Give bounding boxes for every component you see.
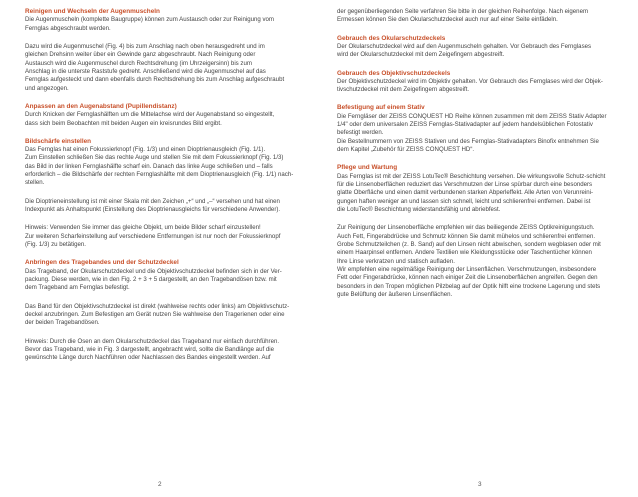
text-line: gewünschte Länge durch Nachführen oder Nachlassen des Bandes eingestellt werden. Auf <box>25 354 271 362</box>
text-line: Ermessen können Sie den Okularschutzdeckel auch nur auf einer Seite einfädeln. <box>337 16 558 24</box>
text-line: besonders in den Tropen möglichen Pilzbelag auf der Optik hilft eine trockene Lagerung und stets <box>337 282 601 290</box>
text-line: Anschlag in die unterste Raststufe gedreht. Anschließend wird die Augenmuschel auf das <box>25 67 266 75</box>
text-line: befestigt werden. <box>337 129 384 137</box>
section-heading: Gebrauch des Okularschutzdeckels <box>337 34 446 42</box>
text-line: Das Fernglas hat einen Fokussierknopf (Fig. 1/3) und einen Dioptrienausgleich (Fig. 1/1). <box>25 146 266 154</box>
text-line: das Bild in der linken Fernglashälfte scharf ein. Danach das linke Auge schließen und – falls <box>25 162 273 170</box>
text-line: glatte Oberfläche und einen damit verbundenen starken Abperleffekt. Alle Arten von Verunreini- <box>337 189 593 197</box>
text-line: Grobe Schmutzteilchen (z. B. Sand) auf den Linsen nicht abwischen, sondern wegblasen oder mit <box>337 241 601 248</box>
text-line: die LotuTec® Beschichtung widerstandsfähig und abriebfest. <box>337 205 501 213</box>
page-3-column <box>337 8 614 309</box>
text-line: Zur Reinigung der Linsenoberfläche empfehlen wir das beiliegende ZEISS Optikreinigungstuch. <box>337 224 595 232</box>
page-number-2: 2 <box>158 481 162 488</box>
text-line: Austausch wird die Augenmuschel durch Rechtsdrehung (im Uhrzeigersinn) bis zum <box>25 59 252 67</box>
section-heading: Gebrauch des Objektivschutzdeckels <box>337 69 451 77</box>
section-heading: Anbringen des Tragebandes und der Schutzdeckel <box>25 259 179 267</box>
text-block <box>25 138 302 188</box>
section-heading: Anpassen an den Augenabstand (Pupillendistanz) <box>25 102 177 110</box>
text-line: Auch Fett, Fingerabdrücke und Schmutz können Sie damit mühelos und schlierenfrei entfernen. <box>337 232 596 240</box>
text-block <box>337 8 614 25</box>
text-line: Der Okularschutzdeckel wird auf den Augenmuscheln gehalten. Vor Gebrauch des Fernglases <box>337 42 592 50</box>
text-line: Hinweis: Durch die Ösen an dem Okularschutzdeckel das Trageband nur einfach durchführen. <box>25 337 280 345</box>
text-line: Zum Einstellen schließen Sie das rechte Auge und stellen Sie mit dem Fokussierknopf (Fig. 1/3) <box>25 154 284 162</box>
text-block <box>25 303 302 328</box>
section-heading: Bildschärfe einstellen <box>25 137 92 145</box>
text-line: einem Haarpinsel entfernen. Andere Textilien wie Kleidungsstücke oder Taschentücher können <box>337 249 592 257</box>
text-line: Fett oder Fingerabdrücke, können nach einiger Zeit die Linsenoberflächen angreifen. Gegen den <box>337 274 598 282</box>
text-line: Die Dioptrieneinstellung ist mit einer Skala mit den Zeichen „+“ und „–“ versehen und hat einen <box>25 197 280 205</box>
text-line: (Fig. 1/3) zu betätigen. <box>25 241 86 249</box>
text-line: dem Trageband am Fernglas befestigt. <box>25 284 130 292</box>
text-line: Hinweis: Verwenden Sie immer das gleiche Objekt, um beide Bilder scharf einzustellen! <box>25 224 261 232</box>
text-line: tivschutzdeckel mit dem Zeigefingern abgestreift. <box>337 86 470 94</box>
text-block <box>337 164 614 214</box>
section-heading: Befestigung auf einem Stativ <box>337 104 425 112</box>
text-line: Dazu wird die Augenmuschel (Fig. 4) bis zum Anschlag nach oben herausgedreht und im <box>25 42 265 50</box>
text-block <box>337 104 614 154</box>
text-line: der gegenüberliegenden Seite verfahren Sie bitte in der gleichen Reihenfolge. Nach eigenem <box>337 8 589 15</box>
text-line: Indexpunkt als Anhaltspunkt (Einstellung des Dioptrienausgleichs für verschiedene Anwender). <box>25 206 281 214</box>
text-line: dass sich beim Beobachten mit beiden Augen ein kreisrundes Bild ergibt. <box>25 119 222 127</box>
text-line: stellen. <box>25 179 45 187</box>
text-line: deckel anzubringen. Zum Befestigen am Gerät nutzen Sie wahlweise den Tragerienen oder eine <box>25 311 285 319</box>
text-line: Der Objektivschutzdeckel wird im Objektiv gehalten. Vor Gebrauch des Fernglases wird der Objek- <box>337 77 603 85</box>
section-heading: Pflege und Wartung <box>337 164 398 172</box>
text-line: Fernglas aufgesteckt und dann ebenfalls durch Rechtsdrehung bis zum Anschlag aufgeschraubt <box>25 76 285 84</box>
text-line: dem Kapitel „Zubehör für ZEISS CONQUEST HD“. <box>337 146 475 154</box>
text-block <box>25 198 302 215</box>
text-block <box>25 259 302 292</box>
text-block <box>25 8 302 33</box>
text-line: Ihre Linse verkratzen und statisch aufladen. <box>337 257 455 265</box>
text-line: für die Linsenoberflächen reduziert das Verschmutzen der Linse spürbar durch eine besonders <box>337 180 593 188</box>
text-line: Bevor das Trageband, wie in Fig. 3 dargestellt, angebracht wird, sollte die Bandlänge auf die <box>25 346 274 354</box>
text-line: Wir empfehlen eine regelmäßige Reinigung der Linsenflächen. Verschmutzungen, insbesondere <box>337 266 597 274</box>
page-number-3: 3 <box>478 481 482 488</box>
section-heading: Reinigen und Wechseln der Augenmuscheln <box>25 8 160 15</box>
text-line: Zur weiteren Scharfeinstellung auf verschiedene Entfernungen ist nur noch der Fokussierknopf <box>25 232 281 240</box>
text-block <box>337 224 614 299</box>
text-line: Die Ferngläser der ZEISS CONQUEST HD Reihe können zusammen mit dem ZEISS Stativ Adapter <box>337 112 607 120</box>
text-line: Durch Knicken der Fernglashälften um die Mittelachse wird der Augenabstand so eingestellt, <box>25 111 275 119</box>
page-2-column <box>25 8 302 373</box>
text-line: 1/4" oder dem universalen ZEISS Fernglas-Stativadapter auf jedem handelsüblichen Fotostativ <box>337 121 593 129</box>
text-line: gungen haften weniger an und lassen sich schnell, leicht und schlierenfrei entfernen. Dabei ist <box>337 197 591 205</box>
text-block <box>25 338 302 363</box>
text-line: Die Augenmuscheln (komplette Baugruppe) können zum Austausch oder zur Reinigung vom <box>25 16 274 24</box>
text-line: Das Band für den Objektivschutzdeckel ist direkt (wahlweise rechts oder links) am Objektivschutz- <box>25 302 290 310</box>
text-line: wird der Okularschutzdeckel mit dem Zeigefingern abgestreift. <box>337 51 505 59</box>
text-line: packung. Diese werden, wie in den Fig. 2 + 3 + 5 dargestellt, an den Tragebandösen bzw. mit <box>25 276 277 284</box>
text-block <box>337 70 614 95</box>
text-line: Das Fernglas ist mit der ZEISS LotuTec® Beschichtung versehen. Die wirkungsvolle Schutz-schicht <box>337 172 606 180</box>
text-line: erforderlich – die Bildschärfe der rechten Fernglashälfte mit dem Dioptrienausgleich (Fig. 1/1) nach- <box>25 171 294 179</box>
text-block <box>25 103 302 128</box>
text-line: und angezogen. <box>25 84 69 92</box>
text-line: Das Trageband, der Okularschutzdeckel und die Objektivschutzdeckel befinden sich in der Ver- <box>25 267 282 275</box>
text-block <box>337 35 614 60</box>
text-line: Fernglas abgeschraubt werden. <box>25 24 111 32</box>
text-line: gleichen Drehsinn weiter über ein Gewinde ganz abgeschraubt. Nach Reinigung oder <box>25 51 256 59</box>
text-block <box>25 224 302 249</box>
text-line: Die Bestellnummern von ZEISS Stativen und des Fernglas-Stativadapters Binofix entnehmen Sie <box>337 137 599 145</box>
text-block <box>25 43 302 93</box>
text-line: gute Belüftung der äußeren Linsenflächen. <box>337 291 453 299</box>
text-line: der beiden Tragebandösen. <box>25 319 100 327</box>
